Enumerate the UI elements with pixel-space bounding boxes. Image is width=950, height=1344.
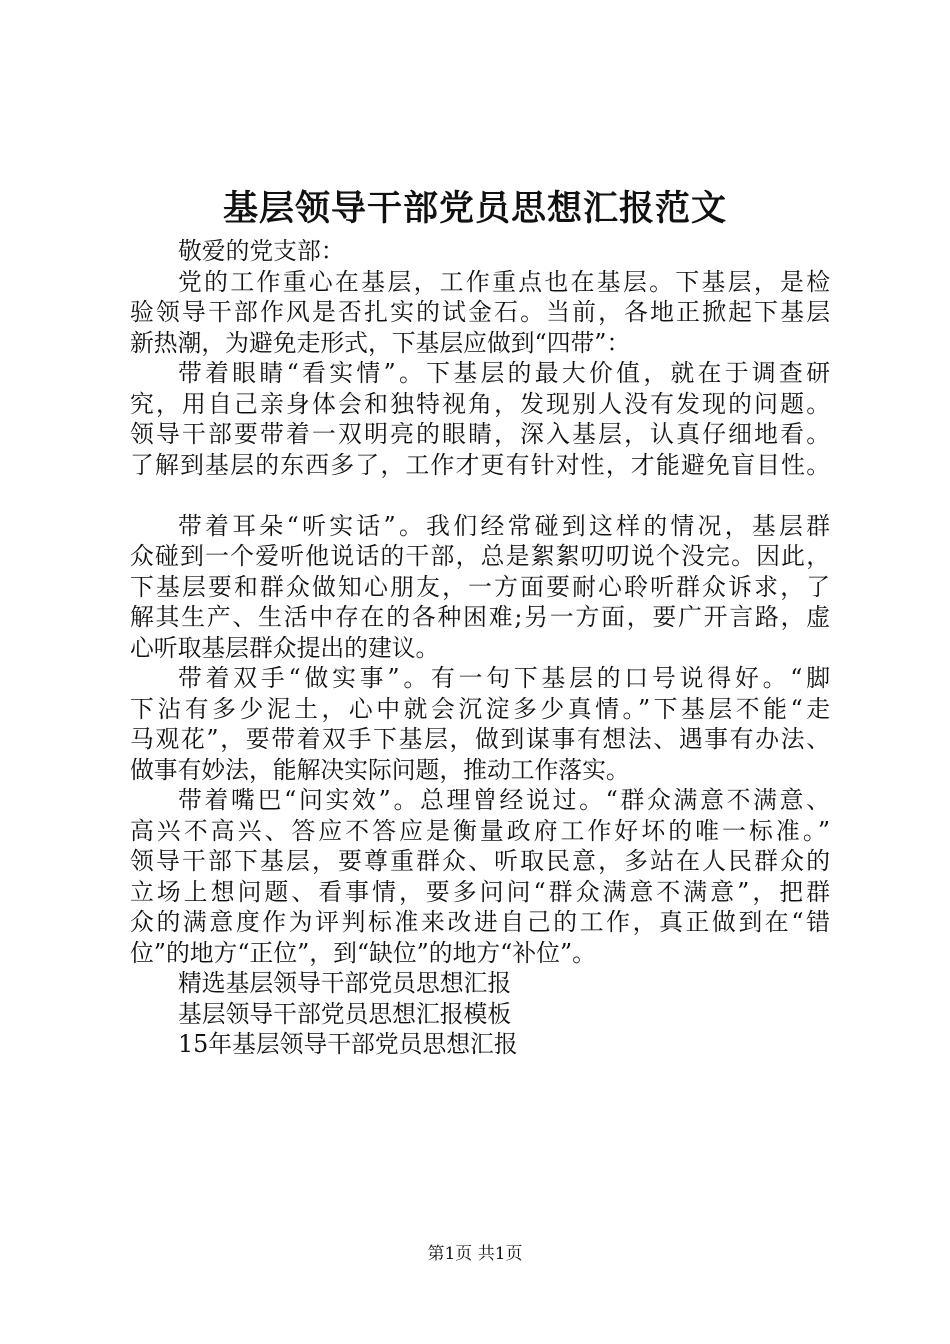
blank-line [130, 480, 830, 511]
paragraph-line: 做事有妙法，能解决实际问题，推动工作落实。 [130, 755, 630, 784]
related-link-3[interactable]: 15年基层领导干部党员思想汇报 [178, 1030, 518, 1058]
paragraph-line: 究，用自己亲身体会和独特视角，发现别人没有发现的问题。 [130, 389, 830, 418]
page-footer: 第1页 共1页 [427, 1244, 523, 1264]
paragraph-line: 马观花”，要带着双手下基层，做到谋事有想法、遇事有办法、 [130, 725, 830, 753]
paragraph-line: 领导干部下基层，要尊重群众、听取民意，多站在人民群众的 [130, 847, 830, 875]
paragraph-line: 众碰到一个爱听他说话的干部，总是絮絮叨叨说个没完。因此， [130, 542, 830, 570]
paragraph-3 [130, 511, 830, 664]
paragraph-1 [130, 267, 830, 359]
paragraph-line: 领导干部要带着一双明亮的眼睛，深入基层，认真仔细地看。 [130, 420, 830, 448]
paragraph-line: 下基层要和群众做知心朋友，一方面要耐心聆听群众诉求，了 [130, 572, 830, 601]
paragraph-line: 解其生产、生活中存在的各种困难;另一方面，要广开言路，虚 [130, 603, 830, 631]
related-link-2[interactable]: 基层领导干部党员思想汇报模板 [178, 999, 512, 1028]
document-body [130, 236, 830, 1060]
paragraph-2 [130, 358, 830, 480]
paragraph-line: 验领导干部作风是否扎实的试金石。当前，各地正掀起下基层 [130, 298, 830, 326]
paragraph-line: 位”的地方“正位”，到“缺位”的地方“补位”。 [130, 938, 596, 967]
paragraph-line: 新热潮，为避免走形式，下基层应做到“四带”： [130, 328, 631, 357]
paragraph-line: 立场上想问题、看事情，要多问问“群众满意不满意”，把群 [130, 877, 830, 906]
related-link-1[interactable]: 精选基层领导干部党员思想汇报 [178, 969, 512, 997]
paragraph-line: 带着眼睛“看实情”。下基层的最大价值，就在于调查研 [178, 359, 830, 387]
paragraph-line: 党的工作重心在基层，工作重点也在基层。下基层，是检 [178, 267, 830, 296]
document-title: 基层领导干部党员思想汇报范文 [222, 188, 727, 229]
related-links [130, 968, 830, 1060]
paragraph-line: 带着耳朵“听实话”。我们经常碰到这样的情况，基层群 [178, 511, 830, 540]
paragraph-line: 了解到基层的东西多了，工作才更有针对性，才能避免盲目性。 [130, 450, 830, 479]
salutation: 敬爱的党支部： [178, 237, 345, 265]
paragraph-line: 下沾有多少泥土，心中就会沉淀多少真情。”下基层不能“走 [130, 694, 830, 723]
paragraph-5 [130, 785, 830, 968]
paragraph-4 [130, 663, 830, 785]
paragraph-line: 心听取基层群众提出的建议。 [130, 633, 440, 662]
paragraph-line: 带着双手“做实事”。有一句下基层的口号说得好。“脚 [178, 664, 830, 692]
paragraph-line: 高兴不高兴、答应不答应是衡量政府工作好坏的唯一标准。” [130, 816, 830, 845]
paragraph-line: 众的满意度作为评判标准来改进自己的工作，真正做到在“错 [130, 908, 830, 936]
paragraph-line: 带着嘴巴“问实效”。总理曾经说过。“群众满意不满意、 [178, 786, 830, 814]
